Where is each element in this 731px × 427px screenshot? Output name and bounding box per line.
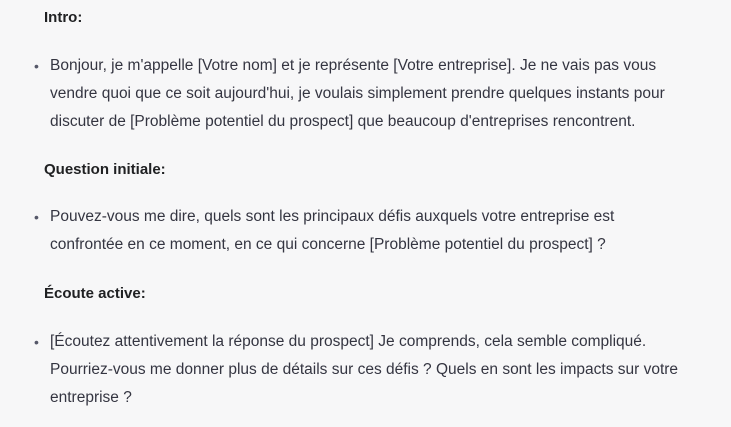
paragraph-line: Pourriez-vous me donner plus de détails sur ces défis ? Quels en sont les impacts sur votre: [50, 361, 679, 378]
paragraph-line: vendre quoi que ce soit aujourd'hui, je voulais simplement prendre quelques instants pour: [50, 85, 665, 102]
bullet-marker: •: [34, 334, 39, 350]
bullet-marker: •: [34, 209, 39, 225]
paragraph-question-initiale: [50, 203, 720, 259]
paragraph-intro: [50, 52, 720, 136]
paragraph-ecoute-active: [50, 328, 720, 412]
paragraph-line: Pouvez-vous me dire, quels sont les principaux défis auxquels votre entreprise est: [50, 208, 615, 225]
bullet-marker: •: [34, 58, 39, 74]
paragraph-line: Bonjour, je m'appelle [Votre nom] et je représente [Votre entreprise]. Je ne vais pas vous: [50, 57, 657, 74]
paragraph-line: entreprise ?: [50, 389, 132, 406]
section-heading-question-initiale: Question initiale:: [44, 161, 166, 178]
paragraph-line: confrontée en ce moment, en ce qui concerne [Problème potentiel du prospect] ?: [50, 236, 606, 253]
section-heading-intro: Intro:: [44, 9, 83, 26]
paragraph-line: [Écoutez attentivement la réponse du prospect] Je comprends, cela semble compliqué.: [50, 333, 647, 350]
paragraph-line: discuter de [Problème potentiel du prospect] que beaucoup d'entreprises rencontrent.: [50, 113, 636, 130]
section-heading-ecoute-active: Écoute active:: [44, 285, 146, 302]
